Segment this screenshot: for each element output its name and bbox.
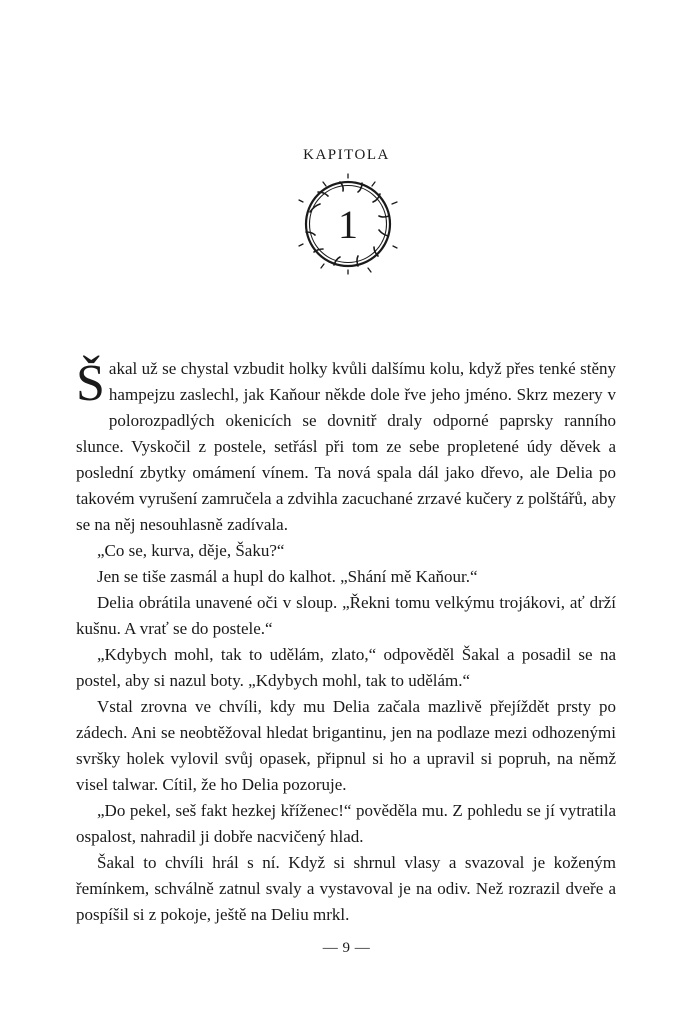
chapter-label: KAPITOLA [303, 147, 390, 163]
chapter-ornament [296, 172, 400, 276]
paragraph-6: Vstal zrovna ve chvíli, kdy mu Delia začala mazlivě přejíždět prsty po zádech. Ani se neobtěžoval hledat brigantinu, jen na podlaze mezi odhozenými svršky holek vylovil svůj opasek, připnul si ho a upravil si popruh, na němž visel talwar. Cítil, že ho Delia pozoruje. [76, 697, 616, 794]
page-number: — 9 — [322, 940, 371, 956]
drop-cap: Š [76, 355, 105, 412]
paragraph-4: Delia obrátila unavené oči v sloup. „Řekni tomu velkýmu trojákovi, ať drží kušnu. A vrať se do postele.“ [76, 593, 616, 638]
chapter-number: 1 [338, 202, 358, 247]
paragraph-3: Jen se tiše zasmál a hupl do kalhot. „Shání mě Kaňour.“ [97, 567, 478, 586]
paragraph-1 [76, 356, 616, 538]
paragraph-5: „Kdybych mohl, tak to udělám, zlato,“ odpověděl Šakal a posadil se na postel, aby si nazul boty. „Kdybych mohl, tak to udělám.“ [76, 645, 616, 690]
paragraph-8: Šakal to chvíli hrál s ní. Když si shrnul vlasy a svazoval je koženým řemínkem, schválně zatnul svaly a vystavoval je na odiv. Než rozrazil dveře a pospíšil si z pokoje, ještě na Deliu mrkl. [76, 853, 616, 924]
thorn-wreath-icon [296, 172, 400, 276]
paragraph-7: „Do pekel, seš fakt hezkej kříženec!“ pověděla mu. Z pohledu se jí vytratila ospalost, nahradil ji dobře nacvičený hlad. [76, 801, 616, 846]
paragraph-1-text: akal už se chystal vzbudit holky kvůli dalšímu kolu, když přes tenké stěny hampejzu zaslechl, jak Kaňour někde dole řve jeho jméno. Skrz mezery v polorozpadlých okenicích se dovnitř draly odporné paprsky ranního slunce. Vyskočil z postele, setřásl při tom ze sebe propletené údy děvek a poslední zbytky omámení vínem. Ta nová spala dál jako dřevo, ale Delia po takovém vyrušení zamručela a zdvihla zacuchané zrzavé kučery z polštářů, aby se na něj nesouhlasně zadívala. [76, 359, 616, 534]
chapter-text [76, 356, 616, 928]
paragraph-2: „Co se, kurva, děje, Šaku?“ [97, 541, 285, 560]
